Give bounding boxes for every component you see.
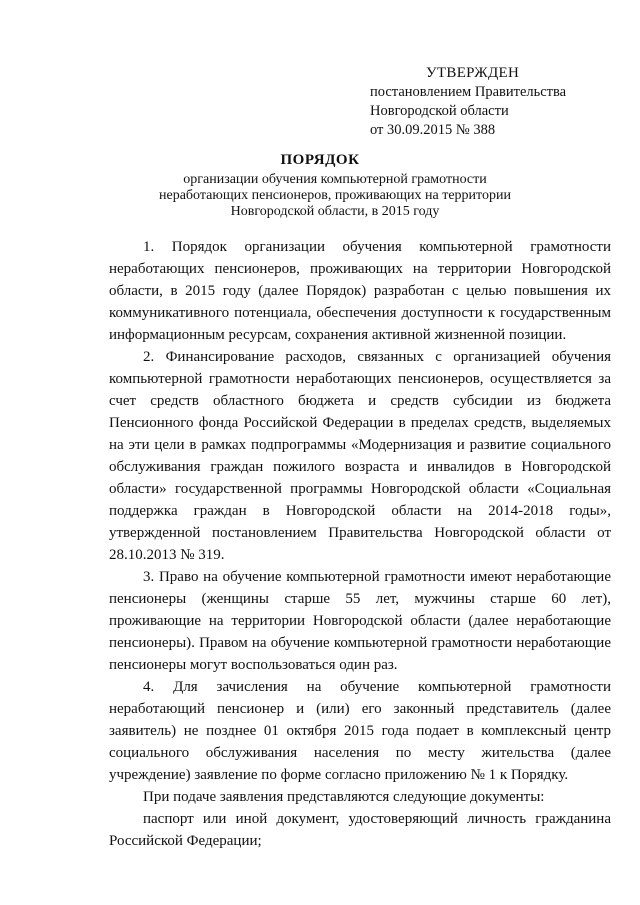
approval-line-2: Новгородской области bbox=[370, 103, 509, 119]
paragraph-4: 4. Для зачисления на обучение компьютерной грамотности неработающий пенсионер и (или) его законный представитель (далее заявитель) не позднее 01 октября 2015 года подает в комплексный центр социального обслуживания населения по месту жительства (далее учреждение) заявление по форме согласно приложению № 1 к Порядку. bbox=[109, 679, 611, 783]
paragraph-2: 2. Финансирование расходов, связанных с организацией обучения компьютерной грамотности неработающих пенсионеров, осуществляется за счет средств областного бюджета и средств субсидии из бюджета Пенсионного фонда Российской Федерации в пределах средств, выделяемых на эти цели в рамках подпрограммы «Модернизация и развитие социального обслуживания граждан пожилого возраста и инвалидов в Новгородской области» государственной программы Новгородской области «Социальная поддержка граждан в Новгородской области на 2014-2018 годы», утвержденной постановлением Правительства Новгородской области от 28.10.2013 № 319. bbox=[109, 349, 611, 563]
paragraph-3: 3. Право на обучение компьютерной грамотности имеют неработающие пенсионеры (женщины старше 55 лет, мужчины старше 60 лет), проживающие на территории Новгородской области (далее неработающие пенсионеры). Правом на обучение компьютерной грамотности неработающие пенсионеры могут воспользоваться один раз. bbox=[109, 569, 611, 673]
paragraph-6: паспорт или иной документ, удостоверяющий личность гражданина Российской Федерации; bbox=[109, 811, 611, 849]
paragraph-1: 1. Порядок организации обучения компьютерной грамотности неработающих пенсионеров, проживающих на территории Новгородской области, в 2015 году (далее Порядок) разработан с целью повышения их коммуникативного потенциала, обеспечения доступности к государственным информационным ресурсам, сохранения активной жизненной позиции. bbox=[109, 239, 611, 343]
approval-line-1: постановлением Правительства bbox=[370, 84, 567, 100]
approval-line-3: от 30.09.2015 № 388 bbox=[370, 122, 496, 138]
paragraph-5: При подаче заявления представляются следующие документы: bbox=[143, 789, 545, 805]
approval-header: УТВЕРЖДЕН bbox=[426, 65, 520, 81]
document-subtitle: организации обучения компьютерной грамотности неработающих пенсионеров, проживающих на территории Новгородской области, в 2015 году bbox=[159, 172, 511, 219]
approval-block bbox=[370, 64, 620, 140]
document-body bbox=[109, 236, 611, 852]
document-title: ПОРЯДОК bbox=[280, 152, 360, 168]
